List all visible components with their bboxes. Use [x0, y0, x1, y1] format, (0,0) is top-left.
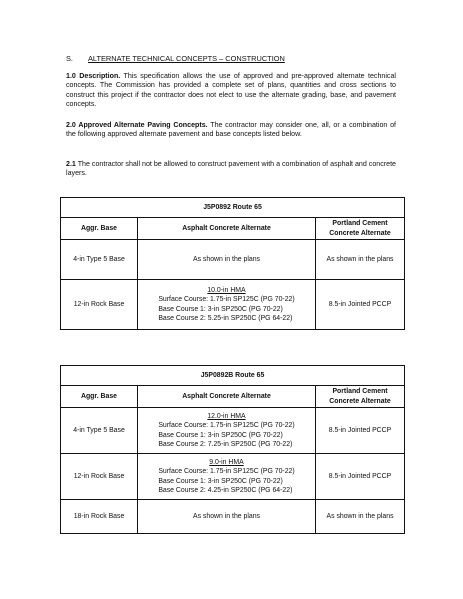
- table-title: J5P0892B Route 65: [61, 366, 405, 386]
- layer-line: Base Course 1: 3-in SP250C (PG 70-22): [158, 477, 283, 485]
- cell-asphalt: [138, 454, 316, 500]
- header-aggr-base: Aggr. Base: [61, 386, 138, 408]
- cell-pccp: As shown in the plans: [316, 240, 405, 280]
- table-header-row: [61, 386, 405, 408]
- cell-asphalt: [138, 408, 316, 454]
- cell-base: 12-in Rock Base: [61, 280, 138, 330]
- paragraph-approved-concepts: [66, 121, 396, 140]
- layer-line: Base Course 2: 7.25-in SP250C (PG 70-22): [158, 440, 293, 448]
- paragraph-label: 2.1: [66, 160, 76, 168]
- section-number: S.: [66, 54, 73, 63]
- cell-pccp: 8.5-in Jointed PCCP: [316, 408, 405, 454]
- cell-base: 12-in Rock Base: [61, 454, 138, 500]
- table-title-row: [61, 198, 405, 218]
- layer-line: Base Course 2: 5.25-in SP250C (PG 64-22): [158, 314, 293, 322]
- paragraph-text: This specification allows the use of approved and pre-approved alternate technical concepts. The Commission has provided a complete set of plans, quantities and cross sections to construct this project if the contractor does not elect to use the alternate grading, base, and pavement concepts.: [66, 72, 396, 109]
- layer-line: Surface Course: 1.75-in SP125C (PG 70-22): [158, 468, 295, 476]
- paragraph-text: The contractor may consider one, all, or a combination of the following approved alternate pavement and base concepts listed below.: [66, 121, 397, 139]
- header-aggr-base: Aggr. Base: [61, 218, 138, 240]
- table-j5p0892b: [60, 365, 405, 534]
- cell-pccp: 8.5-in Jointed PCCP: [316, 454, 405, 500]
- cell-base: 18-in Rock Base: [61, 500, 138, 534]
- paragraph-label: 2.0 Approved Alternate Paving Concepts.: [66, 121, 208, 129]
- table-row: [61, 454, 405, 500]
- table-title-row: [61, 366, 405, 386]
- header-pccp: Portland Cement Concrete Alternate: [316, 218, 405, 240]
- cell-base: 4-in Type 5 Base: [61, 240, 138, 280]
- section-title: ALTERNATE TECHNICAL CONCEPTS – CONSTRUCTION: [88, 54, 285, 63]
- table-row: [61, 408, 405, 454]
- table-header-row: [61, 218, 405, 240]
- layer-line: Surface Course: 1.75-in SP125C (PG 70-22): [158, 296, 295, 304]
- cell-asphalt: As shown in the plans: [138, 240, 316, 280]
- paragraph-text: The contractor shall not be allowed to construct pavement with a combination of asphalt and concrete layers.: [66, 160, 396, 178]
- layer-line: Base Course 2: 4.25-in SP250C (PG 64-22): [158, 486, 293, 494]
- section-heading: [66, 54, 285, 64]
- table-row: [61, 280, 405, 330]
- layer-line: Base Course 1: 3-in SP250C (PG 70-22): [158, 431, 283, 439]
- table-row: [61, 500, 405, 534]
- cell-pccp: 8.5-in Jointed PCCP: [316, 280, 405, 330]
- table-title: J5P0892 Route 65: [61, 198, 405, 218]
- asphalt-layers: [158, 412, 294, 449]
- cell-asphalt: [138, 280, 316, 330]
- layer-line: Base Course 1: 3-in SP250C (PG 70-22): [158, 305, 283, 313]
- paragraph-restriction: [66, 160, 396, 179]
- table-j5p0892: [60, 197, 405, 330]
- paragraph-description: [66, 72, 396, 110]
- cell-asphalt: As shown in the plans: [138, 500, 316, 534]
- hma-total: 12.0-in HMA: [207, 413, 246, 421]
- hma-total: 10.0-in HMA: [207, 287, 246, 295]
- header-asphalt: Asphalt Concrete Alternate: [138, 386, 316, 408]
- hma-total: 9.0-in HMA: [209, 459, 244, 467]
- cell-pccp: As shown in the plans: [316, 500, 405, 534]
- cell-base: 4-in Type 5 Base: [61, 408, 138, 454]
- table-row: [61, 240, 405, 280]
- layer-line: Surface Course: 1.75-in SP125C (PG 70-22): [158, 422, 295, 430]
- paragraph-label: 1.0 Description.: [66, 72, 121, 80]
- header-asphalt: Asphalt Concrete Alternate: [138, 218, 316, 240]
- header-pccp: Portland Cement Concrete Alternate: [316, 386, 405, 408]
- asphalt-layers: [158, 286, 294, 323]
- asphalt-layers: [158, 458, 294, 495]
